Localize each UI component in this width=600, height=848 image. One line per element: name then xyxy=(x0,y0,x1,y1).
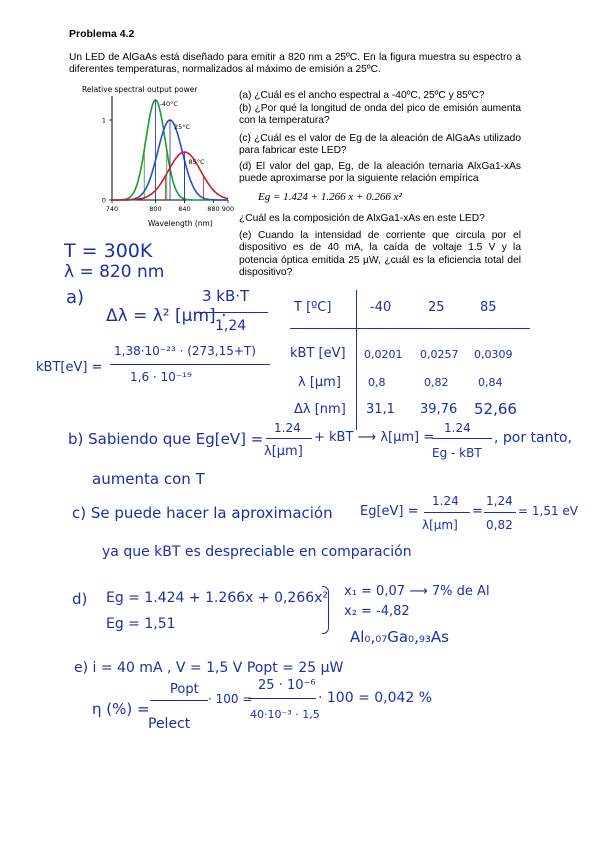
table-row-label: Δλ [nm] xyxy=(294,402,346,417)
results-table xyxy=(290,290,530,430)
answer-c-eq: Eg[eV] = xyxy=(360,504,419,519)
answer-d-x2: x₂ = -4,82 xyxy=(344,604,410,619)
question-a: (a) ¿Cuál es el ancho espectral a -40ºC, 25ºC y 85ºC? xyxy=(239,90,485,101)
problem-title: Problema 4.2 xyxy=(69,28,135,40)
fraction-bar xyxy=(110,364,270,365)
answer-c-line2: ya que kBT es despreciable en comparación xyxy=(102,544,412,560)
table-column-rule xyxy=(356,290,357,430)
answer-c-text: c) Se puede hacer la aproximación xyxy=(72,504,333,522)
equals-sign: = xyxy=(472,504,483,519)
table-cell: 0,84 xyxy=(478,376,503,389)
answer-b-frac2-num: 1.24 xyxy=(444,421,471,435)
table-cell: 52,66 xyxy=(474,400,517,418)
answer-d-eq2: Eg = 1,51 xyxy=(106,616,176,632)
table-row-label: kBT [eV] xyxy=(290,346,346,361)
table-cell: 0,0257 xyxy=(420,348,459,361)
table-header-t2: 25 xyxy=(428,300,445,315)
answer-b-mid: + kBT ⟶ λ[µm] = xyxy=(314,430,435,445)
x-tick-label: 900 xyxy=(221,205,235,213)
answer-c-result: = 1,51 eV xyxy=(518,504,578,518)
kbt-denominator: 1,6 · 10⁻¹⁹ xyxy=(130,370,192,384)
answer-b-frac1-den: λ[µm] xyxy=(264,444,303,459)
empirical-formula: Eg = 1.424 + 1.266 x + 0.266 x² xyxy=(258,191,402,203)
question-b: (b) ¿Por qué la longitud de onda del pico de emisión aumenta con la temperatura? xyxy=(239,103,521,127)
table-cell: 0,8 xyxy=(368,376,386,389)
answer-e-frac1-den: Pelect xyxy=(148,716,191,732)
kbt-lhs: kBT[eV] = xyxy=(36,360,103,375)
table-header-rule xyxy=(290,328,530,329)
answer-b-line2: aumenta con T xyxy=(92,470,205,488)
table-cell: 0,82 xyxy=(424,376,449,389)
answer-e-frac2-den: 40·10⁻³ · 1,5 xyxy=(250,708,320,721)
fraction-bar xyxy=(432,438,492,439)
problem-intro: Un LED de AlGaAs está diseñado para emitir a 820 nm a 25ºC. En la figura muestra su espectro a diferentes temperaturas, normalizados al máximo de emisión a 25ºC. xyxy=(69,52,521,76)
question-d: (d) El valor del gap, Eg, de la aleación ternaria AlxGa1-xAs puede aproximarse por la siguiente relación empírica xyxy=(239,161,521,185)
answer-c-frac1-num: 1.24 xyxy=(432,494,459,508)
x-tick-label: 800 xyxy=(149,205,162,213)
answer-e-result: · 100 = 0,042 % xyxy=(318,690,433,706)
answer-e-frac1-num: Popt xyxy=(170,682,199,697)
answer-a-label: a) xyxy=(66,287,85,308)
fraction-bar xyxy=(266,438,312,439)
given-temperature: T = 300K xyxy=(64,240,153,262)
answer-b-text: b) Sabiendo que Eg[eV] = xyxy=(68,430,264,448)
answer-a-numerator: 3 kB·T xyxy=(202,287,250,305)
answer-a-denominator: 1,24 xyxy=(215,318,247,334)
x-tick-label: 740 xyxy=(105,205,119,213)
series-label: -40°C xyxy=(159,100,178,108)
spectrum-chart xyxy=(70,80,235,230)
answer-c-frac2-num: 1,24 xyxy=(486,494,513,508)
table-header-t3: 85 xyxy=(480,300,497,315)
fraction-bar xyxy=(484,512,516,513)
question-d-2: ¿Cuál es la composición de AlxGa1-xAs en este LED? xyxy=(239,213,485,224)
brace xyxy=(322,586,329,634)
table-row-label: λ [µm] xyxy=(298,375,341,390)
x-tick-label: 880 xyxy=(207,205,220,213)
y-tick-label: 0 xyxy=(101,196,106,205)
x-tick-label: 840 xyxy=(178,205,191,213)
question-c: (c) ¿Cuál es el valor de Eg de la aleación de AlGaAs utilizado para fabricar este LED? xyxy=(239,133,521,157)
chart-xlabel: Wavelength (nm) xyxy=(148,219,213,228)
fraction-bar xyxy=(150,700,208,701)
answer-e-mid: · 100 = xyxy=(208,692,253,706)
answer-d-x1: x₁ = 0,07 ⟶ 7% de Al xyxy=(344,584,490,599)
given-wavelength: λ = 820 nm xyxy=(64,262,165,282)
answer-e-frac2-num: 25 · 10⁻⁶ xyxy=(258,678,316,693)
fraction-bar xyxy=(248,698,316,699)
table-cell: 31,1 xyxy=(366,402,395,417)
table-header-label: T [ºC] xyxy=(294,300,332,315)
fraction-bar xyxy=(424,512,470,513)
table-header-t1: -40 xyxy=(370,300,392,315)
answer-d-eq1: Eg = 1.424 + 1.266x + 0,266x² xyxy=(106,590,329,606)
question-e: (e) Cuando la intensidad de corriente que circula por el dispositivo es de 40 mA, la caída de voltaje 1.5 V y la potencia óptica emitida 25 µW, ¿cuál es la eficiencia total del dispositivo? xyxy=(239,230,521,279)
answer-b-frac2-den: Eg - kBT xyxy=(432,446,482,460)
chart-title: Relative spectral output power xyxy=(82,85,198,94)
answer-d-composition: Al₀,₀₇Ga₀,₉₃As xyxy=(350,628,449,646)
table-cell: 0,0309 xyxy=(474,348,513,361)
answer-a-lhs: Δλ = λ² [µm] · xyxy=(106,306,227,326)
kbt-numerator: 1,38·10⁻²³ · (273,15+T) xyxy=(114,344,256,358)
answer-b-frac1-num: 1.24 xyxy=(274,421,301,435)
answer-e-given: e) i = 40 mA , V = 1,5 V Popt = 25 µW xyxy=(74,660,344,676)
answer-e-eta: η (%) = xyxy=(92,700,150,718)
fraction-bar xyxy=(198,312,268,313)
answer-c-frac1-den: λ[µm] xyxy=(422,518,458,532)
answer-b-end: , por tanto, xyxy=(494,430,573,446)
table-cell: 0,0201 xyxy=(364,348,403,361)
answer-d-label: d) xyxy=(72,590,88,608)
answer-c-frac2-den: 0,82 xyxy=(486,518,513,532)
series-label: 85°C xyxy=(188,158,205,166)
series-label: 25°C xyxy=(174,123,191,131)
table-cell: 39,76 xyxy=(420,402,458,417)
y-tick-label: 1 xyxy=(101,116,106,125)
